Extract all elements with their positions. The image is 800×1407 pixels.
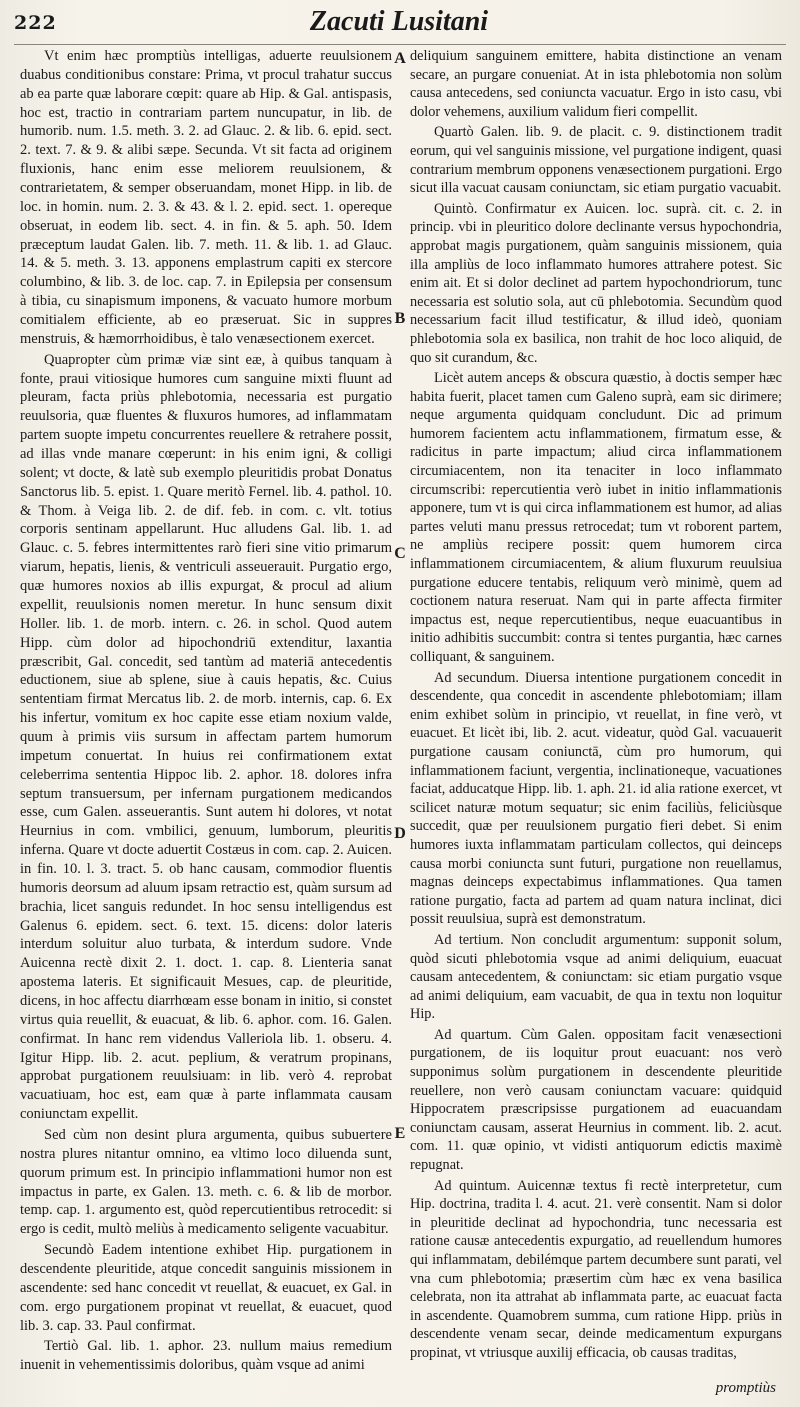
header-rule bbox=[14, 44, 786, 45]
paragraph: Quapropter cùm primæ viæ sint eæ, à quibus tanquam à fonte, praui vitiosique humores cum sanguine mixti fluunt ad pleuram, facta priùs phlebotomia, necessaria est purgatio reuulsoria, quæ fluentes & fluxuros humores, ad inflammatam partem suopte impetu concurrentes reuellere & retrahere possit, ad illas vnde manare cœperunt: in his enim igni, & colligi solent; vt docte, & latè sub exemplo pleuritidis probat Donatus Sanctorus lib. 5. epist. 1. Quare meritò Fernel. lib. 4. pathol. 10. & Thom. à Veiga lib. 2. de dif. feb. in com. c. vlt. totius corporis sentinam appellarunt. Huc alludens Gal. lib. 1. ad Glauc. c. 5. febres intermittentes rarò fieri sine vitio primarum viarum, hepatis, lienis, & ventriculi asseuerauit. Purgatio ergo, quæ humores noxios ab illis expurgat, & procul ad alium expellit, reuulsionis nomen meretur. In hunc sensum dixit Holler. lib. 1. de morb. intern. c. 26. in schol. Quod autem Hipp. cùm dolor ad hipochondriū extenditur, laxantia præscribit, Gal. concedit, sed tantùm ad materiā antecedentis eductionem, siue ab splene, siue à cauis hepatis, &c. Cuius sententiam firmat Mercatus lib. 2. de morb. internis, cap. 6. Ex his infertur, vomitum ex hoc capite esse etiam noxium valde, quum à primis viis sursum in affectam partem humorum impetum conuertat. In huius rei confirmationem extat celeberrima sententia Hippoc lib. 2. aphor. 18. dolores infra septum transuersum, per infernam purgationem medicandos esse, cum Galen. asseuerantis. Sunt autem hi dolores, vt notat Heurnius in com. vmbilici, genuum, lumborum, pleuritis inferna. Quare vt docte aduertit Costæus in com. cap. 2. Auicen. in fin. 10. l. 3. tract. 5. ob hanc causam, commodior fluentis humoris deorsum ad aluum ipsam retractio est, quàm sursum ad brachia, licet sanguis redundet. In hoc sensu intelligendus est Galenus 6. epidem. sect. 6. text. 15. dicens: dolor lateris interdum soluitur aluo turbata, & interdum sudore. Vnde Auicenna rectè dixit 2. 1. doct. 1. cap. 8. Lienteria sanat apostema lateris. Et significauit Mesues, cap. de pleuritide, dicens, in hoc affectu diarrhœam esse bonam in initio, si constet virtus quia reuellit, & euacuat, & lib. 6. aphor. com. 16. Galen. confirmat. In hanc rem videndus Valleriola lib. 1. obseru. 4. Igitur Hipp. lib. 2. acut. peplium, & veratrum propinans, approbat purgationem reuulsiuam: in lib. verò 4. reprobat vacuatiuam, hoc est, eam quæ à parte inflammata causam coniunctam expellit. bbox=[20, 351, 392, 1123]
page-number: 222 bbox=[14, 12, 57, 34]
paragraph: Ad tertium. Non concludit argumentum: supponit solum, quòd sicuti phlebotomia vsque ad animi deliquium, euacuat causam antecedentem, & coniunctam: sic etiam purgatio vsque ad animi deliquium, eam vacuabit, de qua in textu non loquitur Hip. bbox=[410, 931, 782, 1023]
catchword: promptiùs bbox=[715, 1380, 776, 1396]
running-title: Zacuti Lusitani bbox=[309, 6, 489, 37]
paragraph: Ad secundum. Diuersa intentione purgationem concedit in descendente, qua concedit in ascendente phlebotomiam; illam enim exhibet solùm in principio, vt reuellat, in fine verò, vt euacuet. Et licèt ibi, lib. 2. acut. videatur, quòd Gal. vacuauerit purgatione causam coniunctā, cùm pro humorum, qui inflammationem faciunt, vergentia, inclinationeque, vacuationes faciat, adducatque Hipp. lib. 1. aph. 21. id alia ratione exercet, vt scilicet naturæ motum sequatur; sic enim faciliùs, feliciùsque succedit, quæ per reuulsionem purgatio fieri debet. Si enim humores iuxta inflammatam particulam collectos, qui deinceps causa morbi coniuncta sunt futuri, purgatione non reuellamus, magnas deinceps expectabimus inflammationes. Qua tamen ratione purgatio, facta ad partem ad quam natura inclinat, dici possit reuulsiua, suprà est demonstratum. bbox=[410, 669, 782, 928]
paragraph: Ad quartum. Cùm Galen. oppositam facit venæsectioni purgationem, de iis loquitur prout euacuant: nos verò supponimus solùm purgationem in descendente pleuritide reuellere, non verò causam coniunctam vacuare: quidquid Hippocratem præscripsisse purgationem ad euacuandam coniunctam causam, asserat Heurnius in comment. lib. 2. acut. com. 11. quæ opinio, vt vidisti antiquorum edictis maximè repugnat. bbox=[410, 1026, 782, 1174]
paragraph: Secundò Eadem intentione exhibet Hip. purgationem in descendente pleuritide, atque concedit sanguinis missionem in ascendente: sed hanc concedit vt reuellat, & euacuet, ex Gal. in com. ergo purgationem propinat vt reuellat, & euacuet, quod lib. 3. cap. 33. Paul confirmat. bbox=[20, 1242, 392, 1334]
margin-letter-e: E bbox=[394, 1125, 406, 1142]
margin-letter-a: A bbox=[394, 50, 406, 67]
paragraph: Vt enim hæc promptiùs intelligas, aduerte reuulsionem duabus conditionibus constare: Prima, vt procul trahatur succus ab ea parte quæ laborare cœpit: quare ab Hip. & Gal. antispasis, hoc est, tractio in contrariam partem nuncupatur, in lib. de humorib. num. 1.5. meth. 3. 2. ad Glauc. 2. & lib. 6. epid. sect. 2. text. 7. & 9. & alibi sæpe. Secunda. Vt sit facta ad originem fluxionis, hanc enim esse meliorem reuulsionem, & contrarietatem, & semper obseruandam, monet Hipp. in lib. de loc. in homin. num. 2. 3. & 43. & l. 2. epid. sect. 1. opereque obseruat, in eodem lib. sect. 4. in fin. & 5. aph. 50. Idem præceptum laudat Galen. lib. 7. meth. 11. & lib. 1. ad Glauc. 14. & 5. meth. 3. 13. apponens emplastrum capiti ex stercore columbino, & lib. 3. de loc. cap. 7. in Epilepsia per consensum à tibia, cu sinapismum imponens, & vacuato humore morbum comitialem efficiente, ab eo præseruat. Sic in suppres menstruis, & hæmorrhoidibus, è talo venæsectionem exercet. bbox=[20, 48, 392, 347]
right-column bbox=[410, 47, 782, 1363]
page-header bbox=[14, 2, 784, 42]
left-column bbox=[20, 47, 392, 1375]
paragraph: deliquium sanguinem emittere, habita distinctione an venam secare, an purgare conueniat. At in ista phlebotomia non solùm causa antecedens, sed coniuncta vacuatur. Ergo in isto casu, vbi dolor vehemens, auxilium validum fieri compellit. bbox=[410, 48, 782, 120]
paragraph: Ad quintum. Auicennæ textus fi rectè interpretetur, cum Hip. doctrina, tradita l. 4. acut. 21. verè consentit. Nam si dolor in pleuritide declinat ad hypochondria, tunc necessaria est ratione causæ antecedentis expurgatio, ad reuellendum humores qui inflammatam, debilémque partem decumbere sunt parati, vel vna cum phlebotomia; præsertim cùm hæc ex vena basilica celebrata, non ita attrahat ab inflammata parte, ac euacuat facta in ascendente. Quamobrem summa, cum ratione Hipp. priùs in descendente venam secar, deinde medicamentum expurgans propinat, vt vtriusque auxilij efficacia, ob causas traditas, bbox=[410, 1177, 782, 1361]
paragraph: Quartò Galen. lib. 9. de placit. c. 9. distinctionem tradit eorum, qui vel sanguinis missione, vel purgatione indigent, quasi contrarium membrum opponens venæsectionem purgationi. Ergo sicut illa vacuat causam coniunctam, sic etiam purgatio vacuabit. bbox=[410, 124, 782, 197]
paragraph: Quintò. Confirmatur ex Auicen. loc. suprà. cit. c. 2. in princip. vbi in pleuritico dolore declinante versus hypochondria, approbat magis purgationem, quàm sanguinis missionem, quia illa ampliùs de loco inflammato humores attrahere potest. Sic enim ait. Et si dolor declinet ad partem hypochondriorum, tunc necessaria est solutio sola, aut cū phlebotomia. Secundùm quod necessarium facit illud testificatur, & illud ideò, quoniam phlebotomia sola ex basilica, non trahit de hoc loco aliquid, de quo sit curandum, &c. bbox=[410, 200, 782, 366]
margin-letter-d: D bbox=[394, 825, 406, 842]
margin-letter-c: C bbox=[394, 545, 406, 562]
margin-letter-b: B bbox=[394, 310, 406, 327]
paragraph: Tertiò Gal. lib. 1. aphor. 23. nullum maius remedium inuenit in vehementissimis doloribus, quàm vsque ad animi bbox=[20, 1338, 392, 1374]
paragraph: Sed cùm non desint plura argumenta, quibus subuertere nostra plures nitantur omnino, ea vltimo loco diluenda sunt, quorum primum est. In principio inflammationi humor non est impactus in parte, ex Galen. 13. meth. c. 6. & lib de morbor. temp. cap. 1. argumento est, quòd repercutientibus retrocedit: si ergo is cedit, multò meliùs à medicamento seligente vacuabitur. bbox=[20, 1126, 392, 1238]
paragraph: Licèt autem anceps & obscura quæstio, à doctis semper hæc habita fuerit, placet tamen cum Galeno suprà, eam sic dirimere; neque argumenta quidquam concludunt. Dic ad primum humorem facientem actu inflammationem, firmatum esse, & radicitus in parte impactum; aliud circa inflammationem circumiacentem, non ita tenaciter in loco inflammato circumscribi: repercutientia verò iubet in initio inflammationis apponere, tum vt is qui circa inflammationem est humor, ad alias partes veluti manu pressus retrocedat; tum vt roborent partem, ne ampliùs recipere possit: quem humorem circa inflammationem circumiacentem, & alium fluxurum reuulsiua purgatione educere tentabis, reliquum verò minimè, quem ad coctionem natura reseruat. Nam qui in parte affecta firmiter impactus est, neque repercutientibus, neque euacuantibus in initio adhibitis succumbit: contra si tentes purgantia, hæc carnes colliquant, & sanguinem. bbox=[410, 370, 782, 665]
